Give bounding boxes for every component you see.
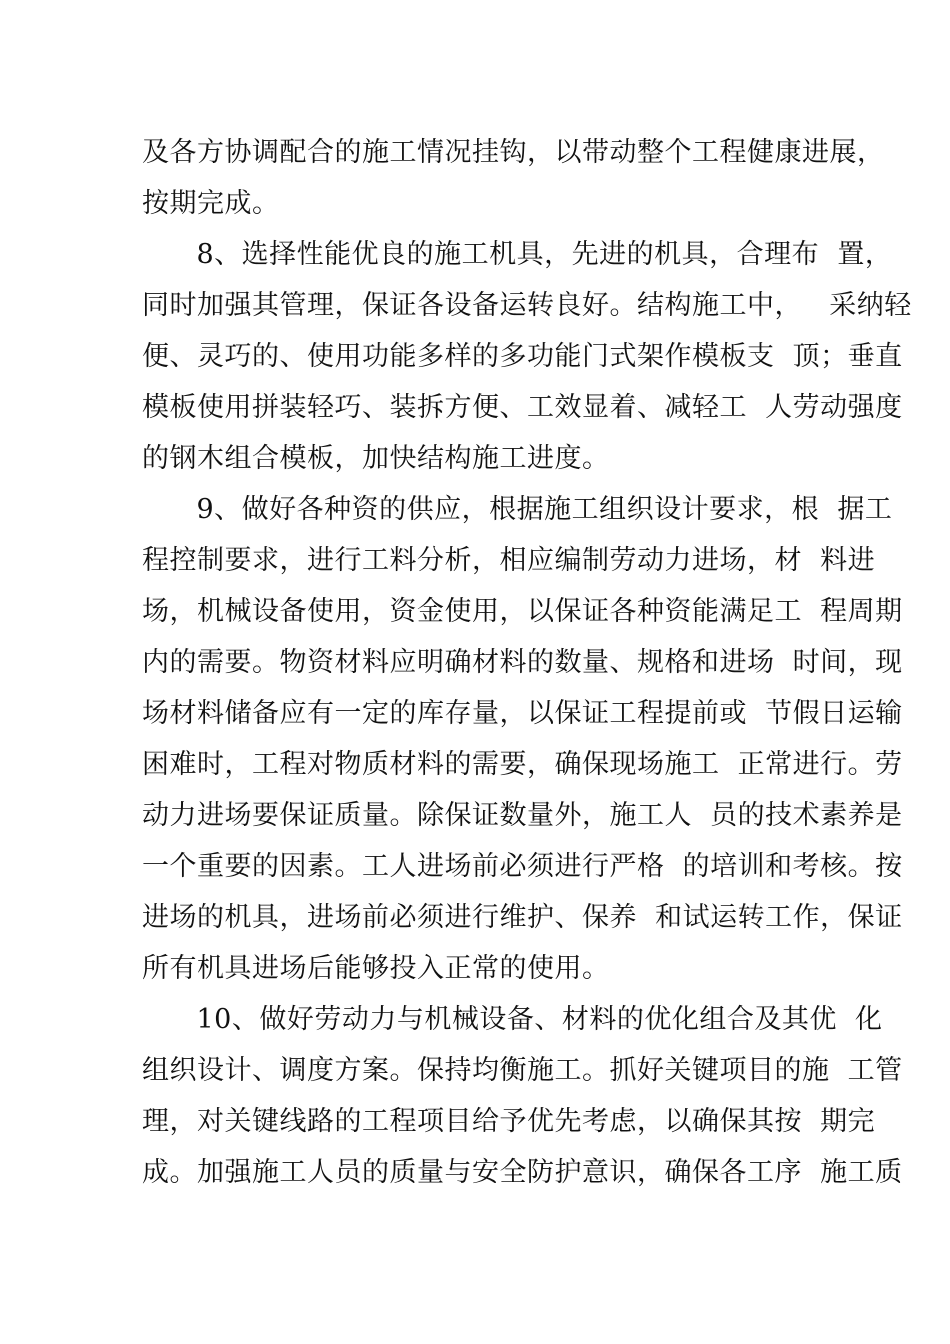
text-line: 同时加强其管理，保证各设备运转良好。结构施工中， 采纳轻 (142, 290, 912, 321)
text-line: 组织设计、调度方案。保持均衡施工。抓好关键项目的施 工管 (142, 1055, 903, 1086)
text-line: 9、做好各种资的供应，根据施工组织设计要求，根 据工 (142, 494, 893, 525)
text-line: 程控制要求，进行工料分析，相应编制劳动力进场，材 料进 (142, 545, 876, 576)
text-line: 8、选择性能优良的施工机具，先进的机具，合理布 置， (142, 239, 893, 270)
text-line: 理，对关键线路的工程项目给予优先考虑，以确保其按 期完 (142, 1106, 876, 1137)
text-line: 成。加强施工人员的质量与安全防护意识，确保各工序 施工质 (142, 1157, 903, 1188)
text-line: 一个重要的因素。工人进场前必须进行严格 的培训和考核。按 (142, 851, 903, 882)
text-line: 及各方协调配合的施工情况挂钩，以带动整个工程健康进展， (142, 137, 885, 168)
text-line: 动力进场要保证质量。除保证数量外，施工人 员的技术素养是 (142, 800, 903, 831)
text-line: 场，机械设备使用，资金使用，以保证各种资能满足工 程周期 (142, 596, 903, 627)
text-line: 10、做好劳动力与机械设备、材料的优化组合及其优 化 (142, 1004, 883, 1035)
text-line: 进场的机具，进场前必须进行维护、保养 和试运转工作，保证 (142, 902, 903, 933)
body-text (142, 127, 912, 1198)
text-line: 模板使用拼装轻巧、装拆方便、工效显着、减轻工 人劳动强度 (142, 392, 903, 423)
text-line: 困难时，工程对物质材料的需要，确保现场施工 正常进行。劳 (142, 749, 903, 780)
text-line: 场材料储备应有一定的库存量，以保证工程提前或 节假日运输 (142, 698, 903, 729)
text-line: 按期完成。 (142, 188, 280, 219)
text-line: 的钢木组合模板，加快结构施工进度。 (142, 443, 610, 474)
text-line: 所有机具进场后能够投入正常的使用。 (142, 953, 610, 984)
text-line: 便、灵巧的、使用功能多样的多功能门式架作模板支 顶；垂直 (142, 341, 903, 372)
text-line: 内的需要。物资材料应明确材料的数量、规格和进场 时间，现 (142, 647, 903, 678)
